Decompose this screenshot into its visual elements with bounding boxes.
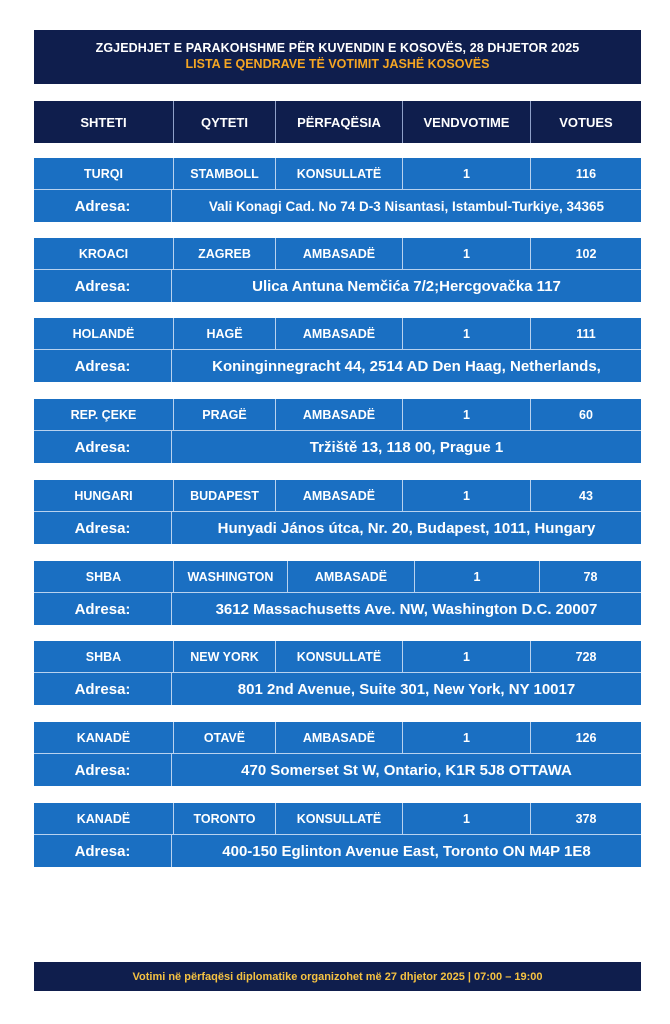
cell-vendvotime: 1 bbox=[403, 318, 531, 349]
row-values bbox=[34, 561, 641, 592]
cell-qyteti: STAMBOLL bbox=[174, 158, 276, 189]
address-label: Adresa: bbox=[34, 270, 172, 302]
cell-votues: 78 bbox=[583, 569, 598, 584]
table-row bbox=[34, 480, 641, 544]
cell-vendvotime: 1 bbox=[403, 480, 531, 511]
address-value: Hunyadi János útca, Nr. 20, Budapest, 1011, Hungary bbox=[217, 519, 596, 537]
cell-vendvotime: 1 bbox=[403, 803, 531, 834]
row-values bbox=[34, 722, 641, 753]
address-label: Adresa: bbox=[34, 350, 172, 382]
title-line-1: ZGJEDHJET E PARAKOHSHME PËR KUVENDIN E KOSOVËS, 28 DHJETOR 2025 bbox=[95, 41, 580, 55]
cell-votues: 728 bbox=[575, 649, 597, 664]
row-values bbox=[34, 158, 641, 189]
cell-shteti: SHBA bbox=[34, 561, 174, 592]
cell-votues: 60 bbox=[579, 407, 593, 422]
row-address bbox=[34, 430, 641, 463]
address-value: 3612 Massachusetts Ave. NW, Washington D.C. 20007 bbox=[215, 600, 598, 618]
cell-perfaqesia: KONSULLATË bbox=[276, 158, 403, 189]
cell-vendvotime: 1 bbox=[403, 641, 531, 672]
cell-perfaqesia: AMBASADË bbox=[276, 238, 403, 269]
table-row bbox=[34, 158, 641, 222]
table-row bbox=[34, 399, 641, 463]
address-value: Tržiště 13, 118 00, Prague 1 bbox=[309, 438, 504, 456]
table-row bbox=[34, 318, 641, 382]
row-values bbox=[34, 641, 641, 672]
address-value: 470 Somerset St W, Ontario, K1R 5J8 OTTAWA bbox=[241, 761, 572, 779]
row-values bbox=[34, 803, 641, 834]
cell-vendvotime: 1 bbox=[403, 238, 531, 269]
table-header bbox=[34, 101, 641, 143]
row-values bbox=[34, 318, 641, 349]
cell-vendvotime: 1 bbox=[403, 158, 531, 189]
cell-votues: 43 bbox=[579, 488, 593, 503]
row-address bbox=[34, 753, 641, 786]
table-row bbox=[34, 238, 641, 302]
cell-qyteti: ZAGREB bbox=[174, 238, 276, 269]
row-address bbox=[34, 834, 641, 867]
address-value: Koninginnegracht 44, 2514 AD Den Haag, Netherlands, bbox=[212, 357, 601, 375]
address-value: 801 2nd Avenue, Suite 301, New York, NY 10017 bbox=[237, 680, 576, 698]
cell-votues: 378 bbox=[575, 811, 597, 826]
table-row bbox=[34, 561, 641, 625]
row-values bbox=[34, 399, 641, 430]
address-value: 400-150 Eglinton Avenue East, Toronto ON M4P 1E8 bbox=[222, 842, 591, 860]
header-votues: VOTUES bbox=[559, 114, 613, 130]
title-line-2: LISTA E QENDRAVE TË VOTIMIT JASHË KOSOVËS bbox=[185, 57, 490, 71]
cell-votues: 102 bbox=[575, 246, 597, 261]
document-title bbox=[34, 30, 641, 84]
cell-qyteti: HAGË bbox=[174, 318, 276, 349]
header-qyteti: QYTETI bbox=[174, 101, 276, 143]
table-row bbox=[34, 722, 641, 786]
row-address bbox=[34, 189, 641, 222]
cell-shteti: REP. ÇEKE bbox=[34, 399, 174, 430]
cell-perfaqesia: AMBASADË bbox=[276, 318, 403, 349]
address-label: Adresa: bbox=[34, 673, 172, 705]
cell-shteti: HUNGARI bbox=[34, 480, 174, 511]
cell-perfaqesia: KONSULLATË bbox=[276, 803, 403, 834]
cell-vendvotime: 1 bbox=[415, 561, 540, 592]
address-label: Adresa: bbox=[34, 593, 172, 625]
cell-perfaqesia: AMBASADË bbox=[276, 399, 403, 430]
cell-perfaqesia: KONSULLATË bbox=[276, 641, 403, 672]
cell-qyteti: NEW YORK bbox=[174, 641, 276, 672]
cell-perfaqesia: AMBASADË bbox=[276, 480, 403, 511]
cell-perfaqesia: AMBASADË bbox=[276, 722, 403, 753]
cell-qyteti: PRAGË bbox=[174, 399, 276, 430]
cell-votues: 111 bbox=[576, 326, 596, 341]
cell-qyteti: BUDAPEST bbox=[174, 480, 276, 511]
header-shteti: SHTETI bbox=[34, 101, 174, 143]
cell-vendvotime: 1 bbox=[403, 722, 531, 753]
address-label: Adresa: bbox=[34, 431, 172, 463]
cell-vendvotime: 1 bbox=[403, 399, 531, 430]
table-row bbox=[34, 641, 641, 705]
row-address bbox=[34, 672, 641, 705]
address-label: Adresa: bbox=[34, 835, 172, 867]
address-label: Adresa: bbox=[34, 190, 172, 222]
row-address bbox=[34, 269, 641, 302]
row-values bbox=[34, 480, 641, 511]
cell-votues: 116 bbox=[575, 166, 597, 181]
cell-shteti: TURQI bbox=[34, 158, 174, 189]
row-address bbox=[34, 349, 641, 382]
cell-shteti: KANADË bbox=[34, 803, 174, 834]
header-vendvotime: VENDVOTIME bbox=[403, 101, 531, 143]
row-address bbox=[34, 511, 641, 544]
footer-note: Votimi në përfaqësi diplomatike organizohet më 27 dhjetor 2025 | 07:00 – 19:00 bbox=[34, 962, 641, 991]
address-label: Adresa: bbox=[34, 754, 172, 786]
cell-perfaqesia: AMBASADË bbox=[288, 561, 415, 592]
address-label: Adresa: bbox=[34, 512, 172, 544]
cell-qyteti: OTAVË bbox=[174, 722, 276, 753]
cell-shteti: HOLANDË bbox=[34, 318, 174, 349]
cell-votues: 126 bbox=[575, 730, 597, 745]
row-address bbox=[34, 592, 641, 625]
cell-shteti: KROACI bbox=[34, 238, 174, 269]
cell-qyteti: TORONTO bbox=[174, 803, 276, 834]
address-value: Ulica Antuna Nemčića 7/2;Hercgovačka 117 bbox=[252, 277, 561, 295]
cell-qyteti: WASHINGTON bbox=[174, 561, 288, 592]
address-value: Vali Konagi Cad. No 74 D-3 Nisantasi, Istambul-Turkiye, 34365 bbox=[208, 198, 605, 214]
table-row bbox=[34, 803, 641, 867]
cell-shteti: KANADË bbox=[34, 722, 174, 753]
row-values bbox=[34, 238, 641, 269]
cell-shteti: SHBA bbox=[34, 641, 174, 672]
header-perfaqesia: PËRFAQËSIA bbox=[276, 101, 403, 143]
